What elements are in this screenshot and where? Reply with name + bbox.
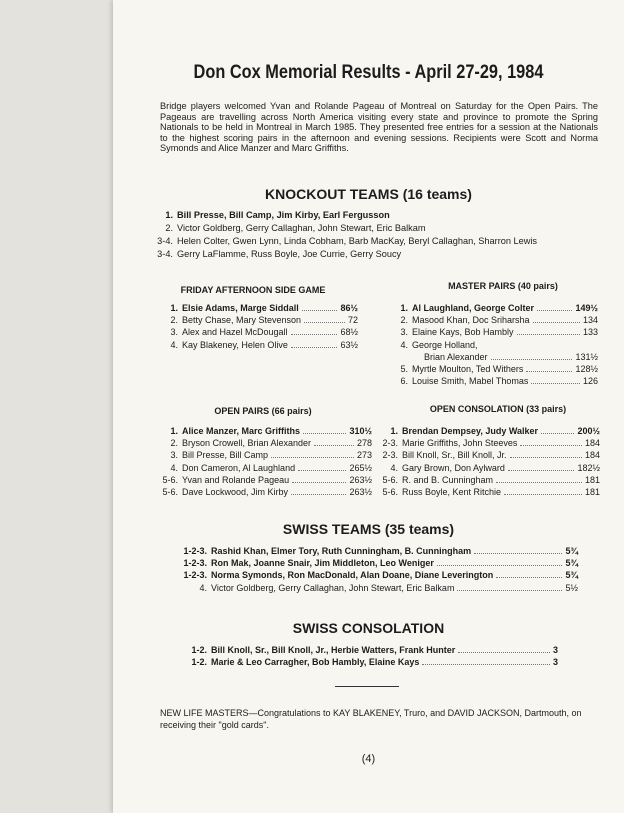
friday-heading: FRIDAY AFTERNOON SIDE GAME	[180, 285, 326, 295]
pair-names: Myrtle Moulton, Ted Withers	[412, 364, 524, 375]
score: 273	[356, 450, 372, 461]
score: 128½	[575, 364, 598, 375]
pair-names: Marie Griffiths, John Steeves	[402, 438, 518, 449]
place: 5-6.	[382, 474, 398, 485]
list-item	[173, 656, 558, 668]
score: 63½	[340, 339, 358, 350]
pair-names: Gary Brown, Don Aylward	[402, 462, 505, 473]
new-life-masters-note: NEW LIFE MASTERS—Congratulations to KAY BLAKENEY, Truro, and DAVID JACKSON, Dartmouth, on receiving their "gold cards".	[160, 708, 582, 730]
place: 4.	[400, 339, 408, 350]
place: 2-3.	[382, 438, 398, 449]
team-names: Gerry LaFlamme, Russ Boyle, Joe Currie, Gerry Soucy	[177, 249, 402, 259]
score: 149½	[575, 303, 598, 313]
team-names: Marie & Leo Carragher, Bob Hambly, Elaine Kays	[211, 657, 420, 668]
list-item	[173, 582, 578, 594]
list-item	[388, 375, 598, 387]
list-item	[388, 339, 598, 351]
place: 1.	[390, 426, 398, 436]
score: 184	[584, 450, 600, 461]
place: 3-4.	[157, 249, 173, 259]
pair-names: Yvan and Rolande Pageau	[182, 474, 290, 485]
place: 2-3.	[382, 450, 398, 461]
list-item	[378, 449, 600, 461]
list-item	[158, 314, 358, 326]
score: 86½	[340, 303, 358, 313]
score: 184	[584, 438, 600, 449]
list-item	[388, 363, 598, 375]
place: 5-6.	[162, 487, 178, 498]
list-item	[378, 437, 600, 449]
place: 4.	[199, 582, 207, 593]
pair-names: Bill Knoll, Sr., Bill Knoll, Jr.	[402, 450, 507, 461]
knockout-row	[153, 248, 537, 261]
team-names: Helen Colter, Gwen Lynn, Linda Cobham, Barb MacKay, Beryl Callaghan, Sharron Lewis	[177, 236, 538, 246]
list-item	[158, 339, 358, 351]
list-item	[158, 462, 372, 474]
place: 4.	[170, 339, 178, 350]
place: 1.	[170, 426, 178, 436]
pair-names: Louise Smith, Mabel Thomas	[412, 376, 529, 387]
score: 263½	[349, 474, 372, 485]
pair-names: Al Laughland, George Colter	[412, 303, 535, 313]
team-names: Rashid Khan, Elmer Tory, Ruth Cunningham, B. Cunningham	[211, 546, 472, 556]
pair-names: Russ Boyle, Kent Ritchie	[402, 487, 502, 498]
score: 5¾	[565, 558, 578, 569]
list-item	[173, 557, 578, 569]
list-item	[378, 462, 600, 474]
pair-names: Brian Alexander	[424, 351, 488, 362]
pair-names: R. and B. Cunningham	[402, 474, 494, 485]
pair-names: Betty Chase, Mary Stevenson	[182, 315, 302, 326]
open-pairs-list	[158, 425, 372, 498]
swiss-teams-heading: SWISS TEAMS (35 teams)	[282, 521, 455, 537]
pair-names: Brendan Dempsey, Judy Walker	[402, 426, 539, 436]
pair-names: Kay Blakeney, Helen Olive	[182, 339, 288, 350]
master-pairs-list	[388, 302, 598, 387]
list-item-continuation	[388, 351, 598, 363]
place: 6.	[400, 376, 408, 387]
pair-names: Alex and Hazel McDougall	[182, 327, 288, 338]
score: 181	[584, 487, 600, 498]
score: 133	[582, 327, 598, 338]
place: 1-2-3.	[183, 570, 207, 581]
knockout-heading: KNOCKOUT TEAMS (16 teams)	[265, 186, 472, 202]
score: 72	[347, 315, 358, 326]
score: 68½	[340, 327, 358, 338]
pair-names: Don Cameron, Al Laughland	[182, 462, 296, 473]
list-item	[173, 545, 578, 557]
open-pairs-heading: OPEN PAIRS (66 pairs)	[214, 406, 312, 416]
page-number: (4)	[361, 753, 376, 765]
team-names: Victor Goldberg, Gerry Callaghan, John Stewart, Eric Balkam	[211, 582, 455, 593]
pair-names: Alice Manzer, Marc Griffiths	[182, 426, 301, 436]
place: 5-6.	[382, 487, 398, 498]
place: 2.	[400, 315, 408, 326]
list-item	[158, 326, 358, 338]
team-names: Norma Symonds, Ron MacDonald, Alan Doane, Diane Leverington	[211, 570, 494, 581]
knockout-row	[153, 222, 537, 235]
score: 182½	[577, 462, 600, 473]
pair-names: George Holland,	[412, 339, 478, 350]
place: 5.	[400, 364, 408, 375]
score: 265½	[349, 462, 372, 473]
place: 2.	[170, 438, 178, 449]
knockout-row	[153, 209, 537, 222]
list-item	[378, 486, 600, 498]
score: 200½	[577, 426, 600, 436]
list-item	[158, 437, 372, 449]
pair-names: Elaine Kays, Bob Hambly	[412, 327, 514, 338]
list-item	[158, 425, 372, 437]
place: 1-2.	[191, 657, 207, 668]
score: 134	[582, 315, 598, 326]
list-item	[378, 474, 600, 486]
list-item	[158, 302, 358, 314]
list-item	[158, 474, 372, 486]
pair-names: Elsie Adams, Marge Siddall	[182, 303, 299, 313]
team-names: Ron Mak, Joanne Snair, Jim Middleton, Leo Weniger	[211, 558, 434, 569]
place: 4.	[390, 462, 398, 473]
list-item	[388, 314, 598, 326]
place: 1-2-3.	[183, 546, 207, 556]
place: 1.	[400, 303, 408, 313]
list-item	[378, 425, 600, 437]
score: 310½	[349, 426, 372, 436]
open-consolation-heading: OPEN CONSOLATION (33 pairs)	[429, 404, 567, 414]
friday-list	[158, 302, 358, 351]
place: 4.	[170, 462, 178, 473]
score: 278	[356, 438, 372, 449]
place: 1.	[170, 303, 178, 313]
place: 5-6.	[162, 474, 178, 485]
place: 3.	[170, 450, 178, 461]
swiss-teams-list	[173, 545, 578, 594]
pair-names: Masood Khan, Doc Sriharsha	[412, 315, 530, 326]
place: 1-2-3.	[183, 558, 207, 569]
pair-names: Bill Presse, Bill Camp	[182, 450, 269, 461]
score: 181	[584, 474, 600, 485]
pair-names: Bryson Crowell, Brian Alexander	[182, 438, 312, 449]
open-consolation-list	[378, 425, 600, 498]
pair-names: Dave Lockwood, Jim Kirby	[182, 487, 289, 498]
place: 2.	[170, 315, 178, 326]
intro-paragraph: Bridge players welcomed Yvan and Rolande Pageau of Montreal on Saturday for the Open Pairs. The Pageaus are travelling across North America visiting every state and province to promote the Spring Nationals to be held in Montreal in March 1985. They presented free entries for a session at the Nationals to the highest scoring pairs in the afternoon and evening sessions. Recipients were Scott and Norma Symonds and Alice Manzer and Marc Griffiths.	[160, 101, 598, 153]
place: 3.	[170, 327, 178, 338]
score: 3	[552, 657, 558, 668]
list-item	[158, 486, 372, 498]
place: 3.	[400, 327, 408, 338]
master-pairs-heading: MASTER PAIRS (40 pairs)	[448, 281, 558, 291]
list-item	[388, 326, 598, 338]
score: 3	[552, 645, 558, 655]
page-title: Don Cox Memorial Results - April 27-29, 1984	[193, 62, 544, 83]
team-names: Victor Goldberg, Gerry Callaghan, John Stewart, Eric Balkam	[177, 223, 426, 233]
score: 5¾	[565, 570, 578, 581]
document-page	[113, 0, 624, 813]
swiss-consolation-heading: SWISS CONSOLATION	[292, 620, 445, 636]
list-item	[388, 302, 598, 314]
score: 5¾	[565, 546, 578, 556]
knockout-row	[153, 235, 537, 248]
divider-rule	[335, 686, 399, 687]
score: 131½	[575, 351, 598, 362]
list-item	[158, 449, 372, 461]
place: 2.	[165, 223, 173, 233]
list-item	[173, 644, 558, 656]
team-names: Bill Knoll, Sr., Bill Knoll, Jr., Herbie Watters, Frank Hunter	[211, 645, 456, 655]
score: 5½	[565, 582, 578, 593]
knockout-list	[153, 209, 537, 261]
list-item	[173, 569, 578, 581]
team-names: Bill Presse, Bill Camp, Jim Kirby, Earl Fergusson	[177, 210, 390, 220]
swiss-consolation-list	[173, 644, 558, 668]
place: 3-4.	[157, 236, 173, 246]
place: 1-2.	[191, 645, 207, 655]
score: 126	[582, 376, 598, 387]
score: 263½	[349, 487, 372, 498]
place: 1.	[165, 210, 173, 220]
